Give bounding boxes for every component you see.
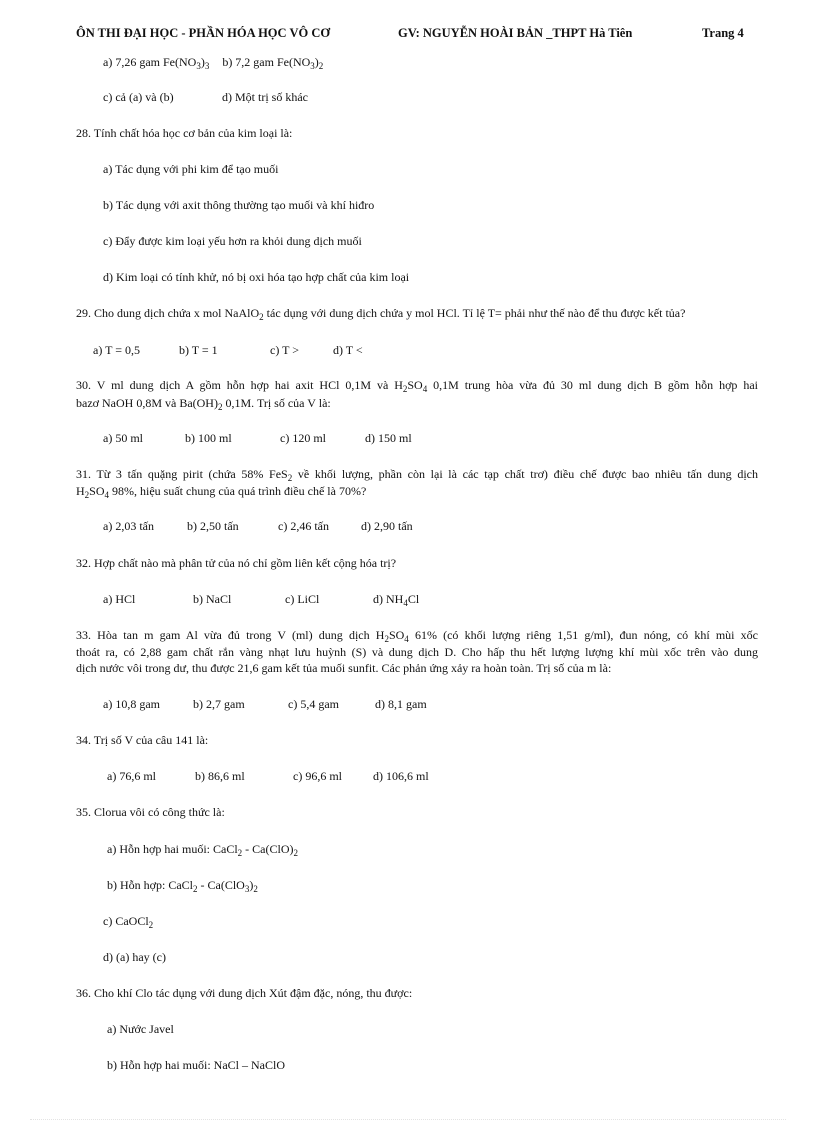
q30-stem-line1: 30. V ml dung dịch A gồm hỗn hợp hai axit HCl 0,1M và $H_2SO_4$ 0,1M trung hòa vừa đủ 30 ml dung dịch B gồm hỗn hợp hai <box>76 378 759 394</box>
q31-stem-line1: 31. Từ 3 tấn quặng pirit (chứa 58% FeS$_2$ về khối lượng, phần còn lại là các tạp chất trơ) điều chế được bao nhiêu tấn dung dịch <box>76 467 758 483</box>
q28-option-d: d) Kim loại có tính khử, nó bị oxi hóa tạo hợp chất của kim loại <box>103 270 410 284</box>
page-bottom-edge <box>30 1119 786 1120</box>
header-center: GV: NGUYỄN HOÀI BẢN _THPT Hà Tiên <box>398 26 633 40</box>
q28-stem: 28. Tính chất hóa học cơ bản của kim loại là: <box>76 126 293 140</box>
header-left: ÔN THI ĐẠI HỌC - PHẦN HÓA HỌC VÔ CƠ <box>76 26 331 40</box>
q33-stem-line2: thoát ra, có 2,88 gam chất rắn vàng nhạt lưu huỳnh (S) và dung dịch D. Cho hấp thu hết lượng lượng khí mùi xốc trên vào dung <box>76 645 758 659</box>
q30-option-b: b) 100 ml <box>185 431 232 445</box>
q36-stem: 36. Cho khí Clo tác dụng với dung dịch Xút đậm đặc, nóng, thu được: <box>76 986 413 1000</box>
q27-option-b: b) 7,2 gam $Fe(NO_3)_2$ <box>222 55 324 71</box>
q29-option-c: c) T > <box>270 343 299 357</box>
q35-option-b: b) Hỗn hợp: CaCl$_2$ - $Ca(ClO_3)_2$ <box>107 878 258 894</box>
q31-option-d: d) 2,90 tấn <box>361 519 413 533</box>
q29-option-d: d) T < <box>333 343 363 357</box>
q33-option-d: d) 8,1 gam <box>375 697 427 711</box>
q33-option-c: c) 5,4 gam <box>288 697 339 711</box>
q27-options-ab <box>103 55 323 69</box>
q32-option-a: a) HCl <box>103 592 136 606</box>
q35-option-c: c) CaOCl$_2$ <box>103 914 154 930</box>
q36-option-a: a) Nước Javel <box>107 1022 174 1036</box>
q27-option-c: c) cả (a) và (b) <box>103 90 174 104</box>
q36-option-b: b) Hỗn hợp hai muối: NaCl – NaClO <box>107 1058 285 1072</box>
q33-stem-line1: 33. Hòa tan m gam Al vừa đủ trong V (ml) dung dịch $H_2SO_4$ 61% (có khối lượng riêng 1,51 g/ml), đun nóng, có khí mùi xốc <box>76 628 758 644</box>
q34-stem: 34. Trị số V của câu 141 là: <box>76 733 209 747</box>
q29-stem: 29. Cho dung dịch chứa x mol NaAlO$_2$ tác dụng với dung dịch chứa y mol HCl. Tỉ lệ T= phải như thế nào để thu được kết tủa? <box>76 306 686 322</box>
q35-option-a: a) Hỗn hợp hai muối: CaCl$_2$ - $Ca(ClO)_2$ <box>107 842 298 858</box>
q34-option-c: c) 96,6 ml <box>293 769 342 783</box>
q30-option-d: d) 150 ml <box>365 431 412 445</box>
q28-option-b: b) Tác dụng với axit thông thường tạo muối và khí hiđro <box>103 198 375 212</box>
q28-option-c: c) Đẩy được kim loại yếu hơn ra khỏi dung dịch muối <box>103 234 362 248</box>
q31-stem-line2: $H_2SO_4$ 98%, hiệu suất chung của quá trình điều chế là 70%? <box>76 484 367 500</box>
q30-option-a: a) 50 ml <box>103 431 143 445</box>
q31-option-c: c) 2,46 tấn <box>278 519 329 533</box>
q31-option-a: a) 2,03 tấn <box>103 519 154 533</box>
q33-stem-line3: dịch nước vôi trong dư, thu được 21,6 gam kết tủa muối sunfit. Các phản ứng xảy ra hoàn toàn. Trị số của m là: <box>76 661 612 675</box>
q27-option-d: d) Một trị số khác <box>222 90 308 104</box>
q33-option-b: b) 2,7 gam <box>193 697 245 711</box>
q34-option-a: a) 76,6 ml <box>107 769 156 783</box>
q33-option-a: a) 10,8 gam <box>103 697 160 711</box>
q30-stem-line2: bazơ NaOH 0,8M và $Ba(OH)_2$ 0,1M. Trị số của V là: <box>76 396 331 412</box>
q30-option-c: c) 120 ml <box>280 431 326 445</box>
q35-option-d: d) (a) hay (c) <box>103 950 166 964</box>
q29-option-a: a) T = 0,5 <box>93 343 140 357</box>
q32-option-b: b) NaCl <box>193 592 232 606</box>
q29-option-b: b) T = 1 <box>179 343 218 357</box>
q34-option-d: d) 106,6 ml <box>373 769 429 783</box>
q28-option-a: a) Tác dụng với phi kim để tạo muối <box>103 162 279 176</box>
q27-option-a: a) 7,26 gam $Fe(NO_3)_3$ <box>103 55 210 71</box>
q32-option-d: d) $NH_4Cl$ <box>373 592 420 608</box>
q32-stem: 32. Hợp chất nào mà phân tử của nó chỉ gồm liên kết cộng hóa trị? <box>76 556 397 570</box>
q32-option-c: c) LiCl <box>285 592 320 606</box>
q34-option-b: b) 86,6 ml <box>195 769 245 783</box>
q31-option-b: b) 2,50 tấn <box>187 519 239 533</box>
header-page-number: Trang 4 <box>702 26 744 40</box>
q35-stem: 35. Clorua vôi có công thức là: <box>76 805 225 819</box>
